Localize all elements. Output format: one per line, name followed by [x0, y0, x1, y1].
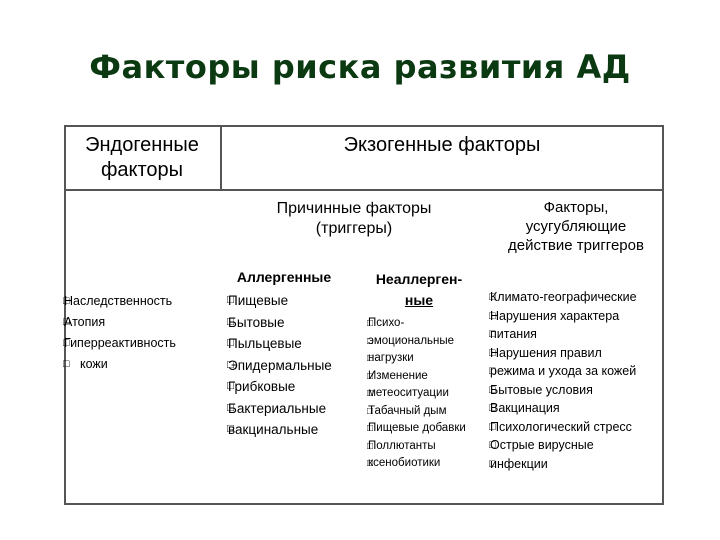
endogenous-header: Эндогенные факторы	[85, 134, 199, 181]
list-item-continuation: □ режима и ухода за кожей	[490, 362, 662, 381]
list-item-continuation: □ нагрузки	[368, 350, 480, 368]
list-item: □ Пыльцевые	[228, 333, 348, 355]
aggravating-header: Факторы, усугубляющие действие триггеров	[508, 199, 644, 254]
non-allergen-heading: Неаллерген- ные	[375, 271, 463, 308]
table-right-border	[662, 125, 664, 505]
non-allergen-list	[368, 315, 480, 473]
allergen-list	[228, 290, 348, 441]
aggravating-list	[490, 288, 662, 473]
list-item-continuation: □ эмоциональные	[368, 333, 480, 351]
list-item: □ Поллютанты	[368, 438, 480, 456]
list-item: □ Пищевые добавки	[368, 420, 480, 438]
list-item-continuation: □ питания	[490, 325, 662, 344]
page-title: Факторы риска развития АД	[89, 48, 631, 86]
list-item-continuation: □ кожи	[64, 354, 214, 375]
list-item: □ Наследственность	[64, 291, 214, 312]
list-item: □ Бытовые условия	[490, 381, 662, 400]
causal-header: Причинные факторы (триггеры)	[276, 200, 432, 237]
list-item: □ Бытовые	[228, 312, 348, 334]
list-item-continuation: □ метеоситуации	[368, 385, 480, 403]
list-item: □ Вакцинация	[490, 399, 662, 418]
list-item: □ Табачный дым	[368, 403, 480, 421]
list-item: □ вакцинальные	[228, 419, 348, 441]
list-item: □ Бактериальные	[228, 398, 348, 420]
header-divider	[64, 189, 664, 191]
list-item: □ Климато-географические	[490, 288, 662, 307]
list-item: □ Атопия	[64, 312, 214, 333]
table-top-border	[64, 125, 664, 127]
list-item: □ Психо-	[368, 315, 480, 333]
list-item: □ Острые вирусные	[490, 436, 662, 455]
exogenous-header: Экзогенные факторы	[343, 134, 541, 156]
table-bottom-border	[64, 503, 664, 505]
list-item: □ Нарушения характера	[490, 307, 662, 326]
list-item: □ Психологический стресс	[490, 418, 662, 437]
list-item: □ Изменение	[368, 368, 480, 386]
list-item-continuation: □ ксенобиотики	[368, 455, 480, 473]
allergen-heading: Аллергенные	[236, 269, 332, 285]
endogenous-list	[64, 291, 214, 375]
list-item: □ Грибковые	[228, 376, 348, 398]
list-item-continuation: □ инфекции	[490, 455, 662, 474]
list-item: □ Нарушения правил	[490, 344, 662, 363]
risk-factors-table	[64, 125, 664, 505]
list-item: □ Пищевые	[228, 290, 348, 312]
list-item: □ Гиперреактивность	[64, 333, 214, 354]
list-item: □ Эпидермальные	[228, 355, 348, 377]
